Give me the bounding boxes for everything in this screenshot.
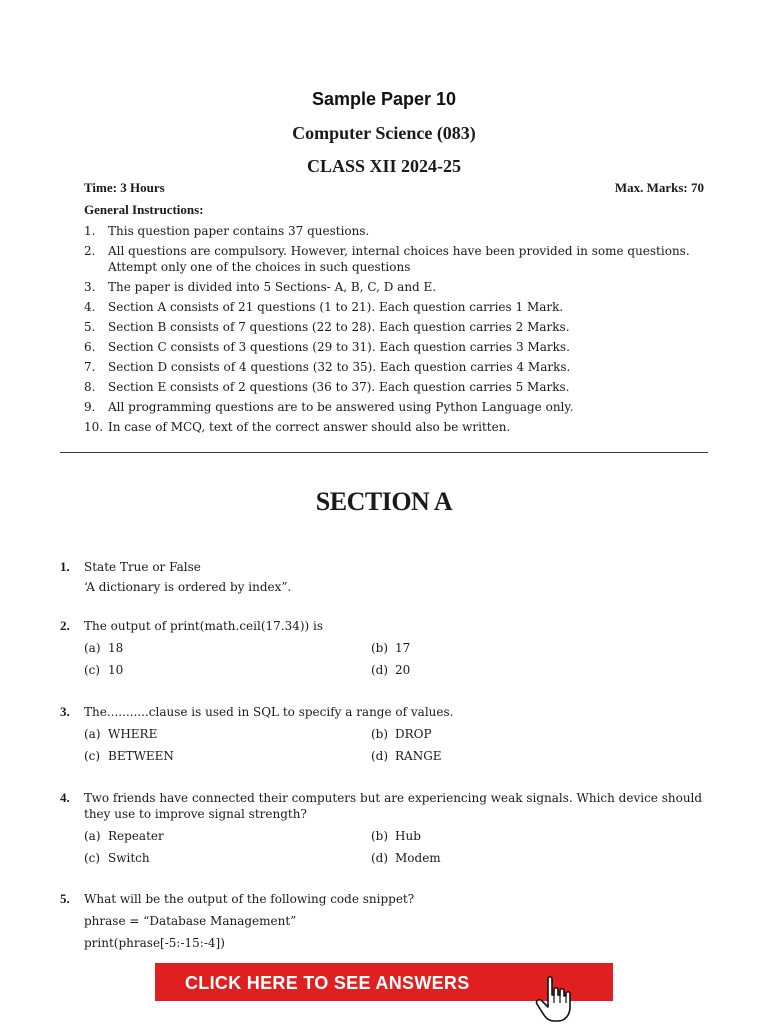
question-5: [60, 891, 710, 951]
option-text: 18: [108, 641, 124, 655]
option-b: [371, 640, 658, 656]
instruction-item: [84, 243, 710, 275]
option-text: BETWEEN: [108, 749, 174, 763]
instruction-item: [84, 299, 710, 315]
instruction-item: [84, 223, 710, 239]
option-c: [84, 748, 371, 764]
instruction-text: All questions are compulsory. However, internal choices have been provided in some questions. Attempt only one of the choices in such questions: [108, 244, 690, 274]
option-label: (b): [371, 727, 389, 741]
time-allowed: Time: 3 Hours: [84, 180, 165, 195]
option-d: [371, 662, 658, 678]
instruction-text: Section D consists of 4 questions (32 to 35). Each question carries 4 Marks.: [108, 360, 571, 374]
instructions-heading: General Instructions:: [84, 202, 204, 217]
option-a: [84, 726, 371, 742]
instruction-number: 5.: [84, 320, 96, 334]
option-text: 17: [395, 641, 411, 655]
option-label: (a): [84, 829, 101, 843]
question-statement: ‘A dictionary is ordered by index”.: [84, 580, 292, 594]
instruction-item: [84, 319, 710, 335]
instruction-number: 9.: [84, 400, 96, 414]
paper-title: Sample Paper 10: [311, 89, 457, 109]
code-line: phrase = “Database Management”: [84, 914, 297, 928]
option-a: [84, 828, 371, 844]
question-text: The...........clause is used in SQL to specify a range of values.: [84, 705, 454, 719]
instructions-list: [84, 223, 710, 439]
question-text: What will be the output of the following code snippet?: [84, 892, 415, 906]
section-title: SECTION A: [315, 487, 453, 516]
option-d: [371, 850, 658, 866]
question-4: [60, 790, 710, 866]
option-text: 20: [395, 663, 411, 677]
option-label: (c): [84, 851, 101, 865]
instruction-number: 3.: [84, 280, 96, 294]
instruction-text: This question paper contains 37 questions.: [108, 224, 370, 238]
option-label: (c): [84, 663, 101, 677]
question-number: 5.: [60, 891, 70, 906]
see-answers-label: CLICK HERE TO SEE ANSWERS: [185, 973, 470, 993]
code-line: print(phrase[-5:-15:-4]): [84, 936, 225, 950]
instruction-item: [84, 279, 710, 295]
option-text: Switch: [108, 851, 150, 865]
question-text: Two friends have connected their computers but are experiencing weak signals. Which device should they use to improve signal strength?: [84, 791, 703, 821]
question-2: [60, 618, 710, 678]
options-grid: [84, 640, 710, 678]
option-d: [371, 748, 658, 764]
options-grid: [84, 828, 710, 866]
option-text: RANGE: [395, 749, 442, 763]
option-text: DROP: [395, 727, 432, 741]
option-text: Repeater: [108, 829, 164, 843]
question-number: 1.: [60, 559, 70, 574]
option-label: (d): [371, 749, 389, 763]
instruction-text: All programming questions are to be answered using Python Language only.: [108, 400, 574, 414]
question-3: [60, 704, 710, 764]
instruction-item: [84, 359, 710, 375]
instruction-number: 1.: [84, 224, 96, 238]
instruction-item: [84, 339, 710, 355]
option-label: (d): [371, 851, 389, 865]
option-text: WHERE: [108, 727, 158, 741]
instruction-text: Section A consists of 21 questions (1 to 21). Each question carries 1 Mark.: [108, 300, 564, 314]
pointing-hand-icon: [530, 973, 582, 1024]
option-label: (c): [84, 749, 101, 763]
option-b: [371, 726, 658, 742]
instruction-text: Section C consists of 3 questions (29 to 31). Each question carries 3 Marks.: [108, 340, 570, 354]
option-label: (b): [371, 829, 389, 843]
options-grid: [84, 726, 710, 764]
instruction-item: [84, 379, 710, 395]
max-marks: Max. Marks: 70: [614, 180, 704, 195]
instruction-text: Section E consists of 2 questions (36 to 37). Each question carries 5 Marks.: [108, 380, 570, 394]
instruction-item: [84, 399, 710, 415]
instruction-text: The paper is divided into 5 Sections- A, B, C, D and E.: [108, 280, 437, 294]
instruction-number: 10.: [84, 420, 104, 434]
question-text: State True or False: [84, 560, 201, 574]
instruction-number: 4.: [84, 300, 96, 314]
option-b: [371, 828, 658, 844]
option-c: [84, 850, 371, 866]
instruction-number: 8.: [84, 380, 96, 394]
option-label: (a): [84, 641, 101, 655]
question-number: 3.: [60, 704, 70, 719]
option-text: 10: [108, 663, 124, 677]
option-text: Hub: [395, 829, 421, 843]
subject-title: Computer Science (083): [292, 123, 476, 143]
instruction-text: In case of MCQ, text of the correct answer should also be written.: [108, 420, 511, 434]
option-text: Modem: [395, 851, 441, 865]
instruction-number: 6.: [84, 340, 96, 354]
class-line: CLASS XII 2024-25: [306, 156, 462, 176]
option-label: (d): [371, 663, 389, 677]
option-label: (b): [371, 641, 389, 655]
instruction-number: 7.: [84, 360, 96, 374]
question-1: [60, 559, 710, 595]
option-c: [84, 662, 371, 678]
instruction-item: [84, 419, 710, 435]
instruction-text: Section B consists of 7 questions (22 to 28). Each question carries 2 Marks.: [108, 320, 570, 334]
option-a: [84, 640, 371, 656]
question-number: 4.: [60, 790, 70, 805]
instruction-number: 2.: [84, 244, 96, 258]
section-divider: [60, 452, 708, 453]
question-number: 2.: [60, 618, 70, 633]
option-label: (a): [84, 727, 101, 741]
question-text: The output of print(math.ceil(17.34)) is: [84, 619, 324, 633]
